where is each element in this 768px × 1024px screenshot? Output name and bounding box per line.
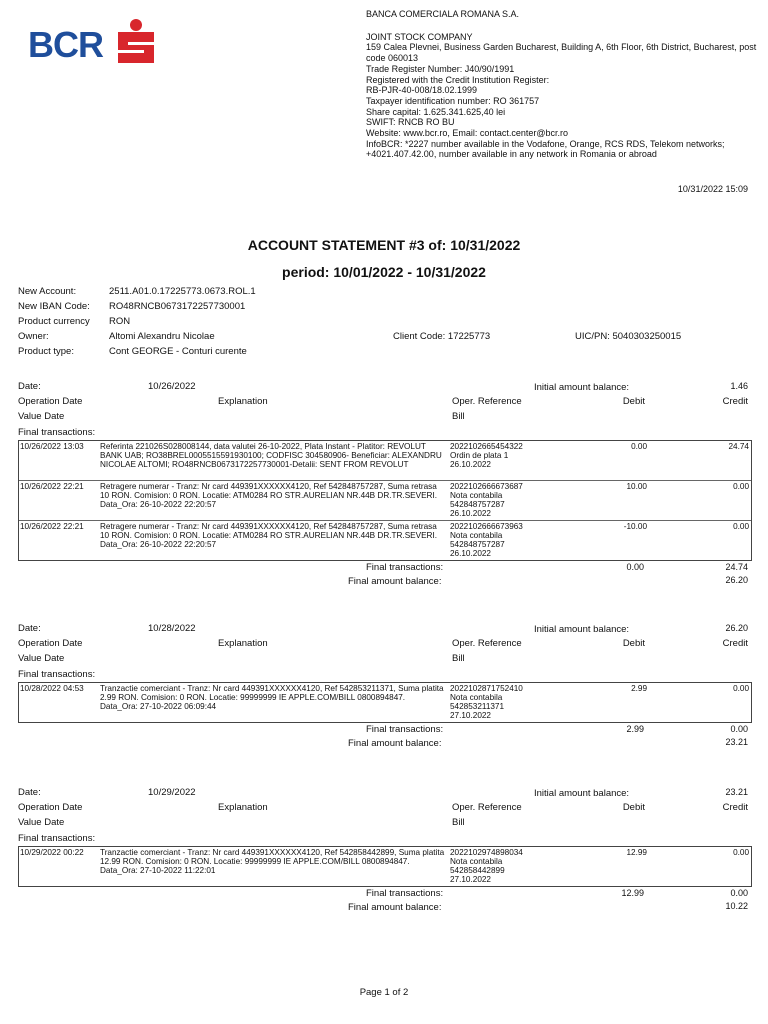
final-debit: 12.99 bbox=[621, 888, 644, 898]
operation-date: 10/26/2022 22:21 bbox=[20, 522, 84, 531]
final-balance-label: Final amount balance: bbox=[348, 576, 442, 587]
bill-header: Bill bbox=[452, 817, 465, 828]
credit-header: Credit bbox=[722, 638, 748, 649]
explanation: Tranzactie comerciant - Tranz: Nr card 449391XXXXXX4120, Ref 542853211371, Suma platita 2.99 RON. Comision: 0 RON. Locatie: 99999999 IE APPLE.COM/BILL 0800894847. Data_Ora: 27-10-2022 06:09:44 bbox=[100, 684, 444, 711]
iban-label: New IBAN Code: bbox=[18, 301, 90, 312]
operation-date: 10/29/2022 00:22 bbox=[20, 848, 84, 857]
operation-date-header: Operation Date bbox=[18, 396, 83, 407]
initial-balance-label: Initial amount balance: bbox=[534, 624, 630, 635]
uic-pn: UIC/PN: 5040303250015 bbox=[575, 331, 682, 342]
credit-header: Credit bbox=[722, 802, 748, 813]
credit-amount: 0.00 bbox=[733, 482, 749, 491]
page-number: Page 1 of 2 bbox=[359, 987, 409, 998]
final-balance-value: 26.20 bbox=[725, 575, 748, 585]
day-date: 10/29/2022 bbox=[148, 787, 196, 798]
reference-line: 542853211371 bbox=[450, 702, 505, 711]
final-transactions-header: Final transactions: bbox=[18, 669, 96, 680]
statement-title: ACCOUNT STATEMENT #3 of: 10/31/2022 bbox=[247, 237, 521, 253]
credit-amount: 0.00 bbox=[733, 522, 749, 531]
date-label: Date: bbox=[18, 381, 41, 392]
value-date-header: Value Date bbox=[18, 653, 65, 664]
bank-info bbox=[366, 9, 761, 160]
reference-line: 2022102666673687 bbox=[450, 482, 523, 491]
final-transactions-label: Final transactions: bbox=[366, 888, 444, 899]
operation-date: 10/26/2022 13:03 bbox=[20, 442, 84, 451]
reference-line: 2022102871752410 bbox=[450, 684, 523, 693]
final-transactions-header: Final transactions: bbox=[18, 427, 96, 438]
final-transactions-label: Final transactions: bbox=[366, 724, 444, 735]
oper-reference bbox=[450, 848, 560, 884]
oper-reference bbox=[450, 684, 560, 720]
final-balance-value: 10.22 bbox=[725, 901, 748, 911]
product-type-value: Cont GEORGE - Conturi curente bbox=[109, 346, 247, 357]
table-row bbox=[19, 683, 751, 722]
reference-line: Nota contabila bbox=[450, 531, 503, 540]
initial-balance-label: Initial amount balance: bbox=[534, 788, 630, 799]
credit-amount: 24.74 bbox=[728, 442, 749, 451]
reference-line: 26.10.2022 bbox=[450, 509, 491, 518]
reference-line: 26.10.2022 bbox=[450, 460, 491, 469]
debit-amount: 0.00 bbox=[631, 442, 647, 451]
iban-value: RO48RNCB0673172257730001 bbox=[109, 301, 246, 312]
currency-label: Product currency bbox=[18, 316, 90, 327]
bill-header: Bill bbox=[452, 411, 465, 422]
product-type-label: Product type: bbox=[18, 346, 74, 357]
reference-line: Nota contabila bbox=[450, 693, 503, 702]
final-credit: 0.00 bbox=[730, 888, 748, 898]
final-balance-label: Final amount balance: bbox=[348, 902, 442, 913]
reference-line: 542858442899 bbox=[450, 866, 505, 875]
debit-header: Debit bbox=[622, 396, 645, 407]
trade-register: Trade Register Number: J40/90/1991 bbox=[366, 63, 515, 74]
operation-date-header: Operation Date bbox=[18, 802, 83, 813]
phone: +4021.407.42.00, number available in any network in Romania or abroad bbox=[366, 149, 657, 160]
table-row bbox=[19, 480, 751, 520]
oper-reference-header: Oper. Reference bbox=[452, 638, 522, 649]
explanation: Retragere numerar - Tranz: Nr card 449391XXXXXX4120, Ref 542848757287, Suma retrasa 10 RON. Comision: 0 RON. Locatie: ATM0284 RO STR.AURELIAN NR.44B DR.TR.SEVERI. Data_Ora: 26-10-2022 22:20:57 bbox=[100, 522, 438, 549]
transactions-table bbox=[18, 682, 752, 723]
final-transactions-label: Final transactions: bbox=[366, 562, 444, 573]
reference-line: 542848757287 bbox=[450, 540, 505, 549]
day-date: 10/26/2022 bbox=[148, 381, 196, 392]
reference-line: 2022102666673963 bbox=[450, 522, 523, 531]
oper-reference bbox=[450, 482, 560, 518]
explanation-header: Explanation bbox=[218, 638, 268, 649]
client-code: Client Code: 17225773 bbox=[393, 331, 491, 342]
website: Website: www.bcr.ro, Email: contact.center@bcr.ro bbox=[366, 128, 569, 139]
operation-date-header: Operation Date bbox=[18, 638, 83, 649]
bill-header: Bill bbox=[452, 653, 465, 664]
debit-header: Debit bbox=[622, 802, 645, 813]
tax-id: Taxpayer identification number: RO 361757 bbox=[366, 95, 540, 106]
debit-amount: 12.99 bbox=[626, 848, 647, 857]
debit-amount: 2.99 bbox=[631, 684, 647, 693]
initial-balance-value: 23.21 bbox=[725, 787, 748, 797]
debit-header: Debit bbox=[622, 638, 645, 649]
oper-reference-header: Oper. Reference bbox=[452, 396, 522, 407]
reference-line: 27.10.2022 bbox=[450, 875, 491, 884]
date-label: Date: bbox=[18, 787, 41, 798]
share-capital: Share capital: 1.625.341.625,40 lei bbox=[366, 106, 506, 117]
reference-line: Ordin de plata 1 bbox=[450, 451, 509, 460]
reference-line: 26.10.2022 bbox=[450, 549, 491, 558]
reference-line: Nota contabila bbox=[450, 857, 503, 866]
table-row bbox=[19, 520, 751, 560]
explanation: Referinta 221026S028008144, data valutei 26-10-2022, Plata Instant - Platitor: REVOLUT BANK UAB; RO38BREL0005515591930100; CODFISC 304580906- Beneficiar: ALEXANDRU NICOLAE ALTOMI; RO48RNCB0673172257730001-Detalii: SENT FROM REVOLUT bbox=[100, 442, 442, 469]
value-date-header: Value Date bbox=[18, 817, 65, 828]
bcr-s-symbol-icon bbox=[116, 18, 156, 64]
credit-reg: RB-PJR-40-008/18.02.1999 bbox=[366, 85, 478, 96]
reference-line: 542848757287 bbox=[450, 500, 505, 509]
credit-reg-label: Registered with the Credit Institution Register: bbox=[366, 74, 550, 85]
credit-header: Credit bbox=[722, 396, 748, 407]
reference-line: 27.10.2022 bbox=[450, 711, 491, 720]
explanation: Retragere numerar - Tranz: Nr card 449391XXXXXX4120, Ref 542848757287, Suma retrasa 10 RON. Comision: 0 RON. Locatie: ATM0284 RO STR.AURELIAN NR.44B DR.TR.SEVERI. Data_Ora: 26-10-2022 22:20:57 bbox=[100, 482, 438, 509]
credit-amount: 0.00 bbox=[733, 848, 749, 857]
debit-amount: 10.00 bbox=[626, 482, 647, 491]
credit-amount: 0.00 bbox=[733, 684, 749, 693]
table-row bbox=[19, 441, 751, 480]
debit-amount: -10.00 bbox=[623, 522, 647, 531]
bank-type: JOINT STOCK COMPANY bbox=[366, 31, 473, 42]
operation-date: 10/28/2022 04:53 bbox=[20, 684, 84, 693]
final-balance-value: 23.21 bbox=[725, 737, 748, 747]
generated-date: 10/31/2022 15:09 bbox=[677, 184, 748, 194]
initial-balance-value: 26.20 bbox=[725, 623, 748, 633]
owner-label: Owner: bbox=[18, 331, 49, 342]
oper-reference bbox=[450, 442, 560, 469]
currency-value: RON bbox=[109, 316, 131, 327]
table-row bbox=[19, 847, 751, 886]
final-balance-label: Final amount balance: bbox=[348, 738, 442, 749]
initial-balance-label: Initial amount balance: bbox=[534, 382, 630, 393]
statement-period: period: 10/01/2022 - 10/31/2022 bbox=[282, 264, 486, 280]
bcr-logo bbox=[28, 16, 158, 64]
oper-reference bbox=[450, 522, 560, 558]
transactions-table bbox=[18, 846, 752, 887]
new-account-label: New Account: bbox=[18, 286, 77, 297]
final-debit: 2.99 bbox=[626, 724, 644, 734]
date-label: Date: bbox=[18, 623, 41, 634]
final-credit: 0.00 bbox=[730, 724, 748, 734]
explanation-header: Explanation bbox=[218, 396, 268, 407]
explanation-header: Explanation bbox=[218, 802, 268, 813]
reference-line: Nota contabila bbox=[450, 491, 503, 500]
final-debit: 0.00 bbox=[626, 562, 644, 572]
explanation: Tranzactie comerciant - Tranz: Nr card 449391XXXXXX4120, Ref 542858442899, Suma platita 12.99 RON. Comision: 0 RON. Locatie: 99999999 IE APPLE.COM/BILL 0800894847. Data_Ora: 27-10-2022 11:22:01 bbox=[100, 848, 445, 875]
bank-address: 159 Calea Plevnei, Business Garden Bucharest, Building A, 6th Floor, 6th District, Bucharest, post code 060013 bbox=[366, 42, 757, 64]
reference-line: 2022102974898034 bbox=[450, 848, 523, 857]
owner-value: Altomi Alexandru Nicolae bbox=[109, 331, 215, 342]
initial-balance-value: 1.46 bbox=[730, 381, 748, 391]
final-credit: 24.74 bbox=[725, 562, 748, 572]
final-transactions-header: Final transactions: bbox=[18, 833, 96, 844]
bank-name: BANCA COMERCIALA ROMANA S.A. bbox=[366, 9, 520, 19]
transactions-table bbox=[18, 440, 752, 561]
day-date: 10/28/2022 bbox=[148, 623, 196, 634]
swift: SWIFT: RNCB RO BU bbox=[366, 117, 455, 128]
infobcr: InfoBCR: *2227 number available in the Vodafone, Orange, RCS RDS, Telekom networks; bbox=[366, 138, 725, 149]
logo-text: BCR bbox=[28, 24, 103, 65]
reference-line: 2022102665454322 bbox=[450, 442, 523, 451]
oper-reference-header: Oper. Reference bbox=[452, 802, 522, 813]
value-date-header: Value Date bbox=[18, 411, 65, 422]
new-account-value: 2511.A01.0.17225773.0673.ROL.1 bbox=[109, 286, 256, 297]
operation-date: 10/26/2022 22:21 bbox=[20, 482, 84, 491]
